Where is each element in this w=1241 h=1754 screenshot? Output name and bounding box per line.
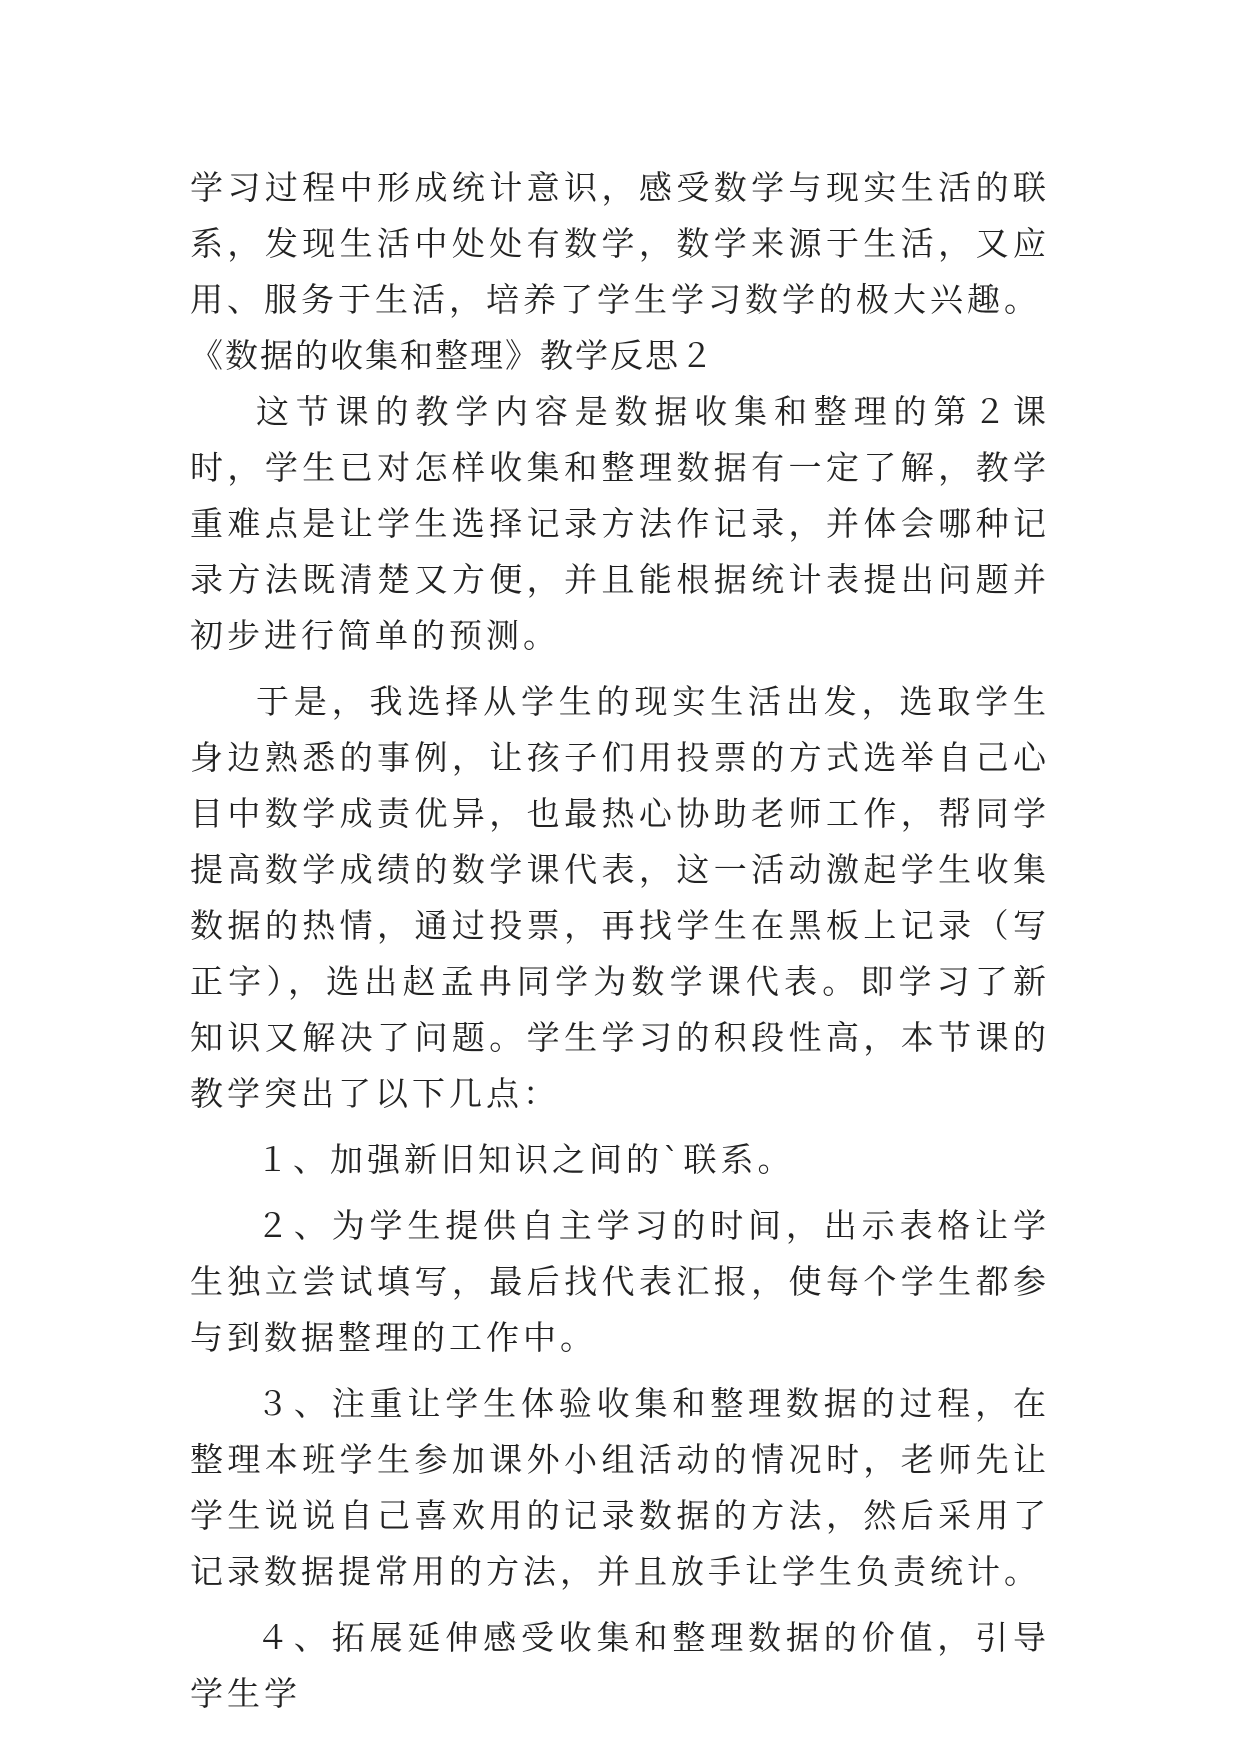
paragraph: 于是，我选择从学生的现实生活出发，选取学生身边熟悉的事例，让孩子们用投票的方式选举自己心目中数学成责优异，也最热心协助老师工作，帮同学提高数学成绩的数学课代表，这一活动激起学生收集数据的热情，通过投票，再找学生在黑板上记录（写正字），选出赵孟冉同学为数学课代表。即学习了新知识又解决了问题。学生学习的积段性高，本节课的教学突出了以下几点： — [190, 682, 1050, 1113]
list-item: １、加强新旧知识之间的`联系。 — [256, 1140, 795, 1179]
list-item: ２、为学生提供自主学习的时间，出示表格让学生独立尝试填写，最后找代表汇报，使每个学生都参与到数据整理的工作中。 — [190, 1206, 1050, 1357]
section-heading: 《数据的收集和整理》教学反思２ — [190, 336, 715, 375]
paragraph: 这节课的教学内容是数据收集和整理的第２课时，学生已对怎样收集和整理数据有一定了解，教学重难点是让学生选择记录方法作记录，并体会哪种记录方法既清楚又方便，并且能根据统计表提出问题并初步进行简单的预测。 — [190, 392, 1050, 655]
list-item: ３、注重让学生体验收集和整理数据的过程，在整理本班学生参加课外小组活动的情况时，老师先让学生说说自己喜欢用的记录数据的方法，然后采用了记录数据提常用的方法，并且放手让学生负责统计。 — [190, 1384, 1050, 1591]
list-item: ４、拓展延伸感受收集和整理数据的价值，引导学生学 — [190, 1618, 1050, 1713]
paragraph-continuation: 学习过程中形成统计意识，感受数学与现实生活的联系，发现生活中处处有数学，数学来源于生活，又应用、服务于生活，培养了学生学习数学的极大兴趣。 — [190, 168, 1050, 319]
document-body — [190, 160, 1050, 1722]
